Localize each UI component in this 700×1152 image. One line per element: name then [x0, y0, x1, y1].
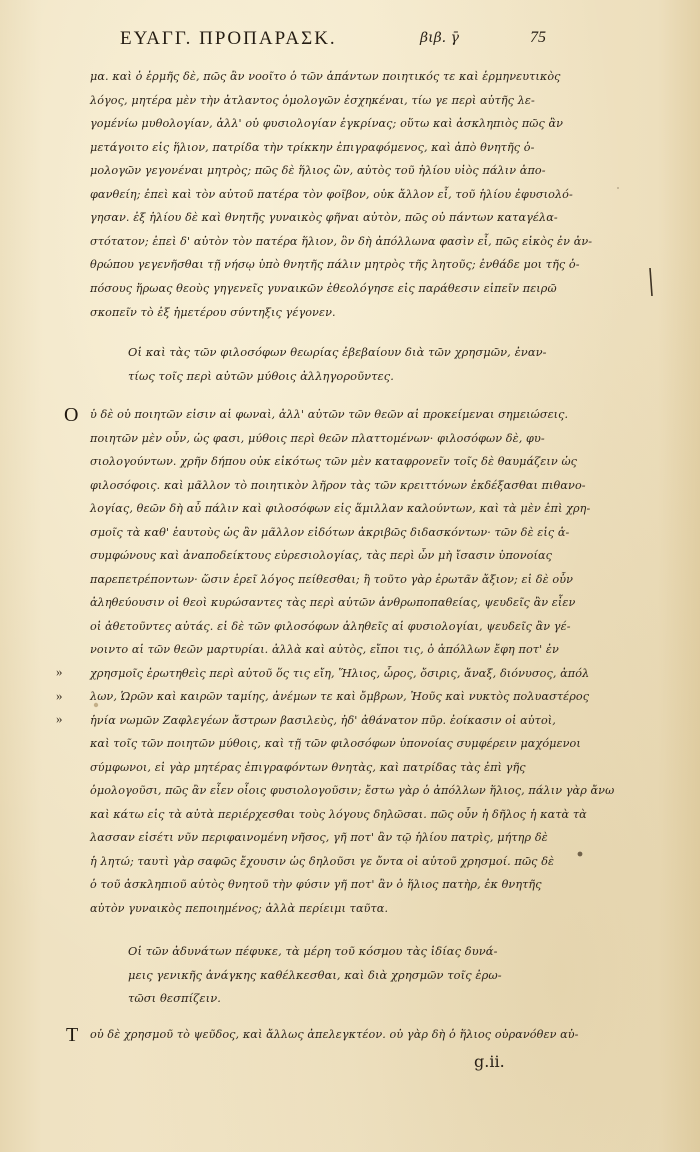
- foxing-spot: [94, 703, 98, 707]
- text-line: λων, Ὡρῶν καὶ καιρῶν ταμίης, ἀνέμων τε καὶ ὄμβρων, Ἠοῦς καὶ νυκτὸς πολυαστέρος: [90, 690, 590, 703]
- text-line: ὁ τοῦ ἀσκληπιοῦ αὐτὸς θνητοῦ τὴν φύσιν γῆ ποτ' ἂν ὁ ἥλιος πατὴρ, ἐκ θνητῆς: [90, 878, 542, 891]
- text-line: οὐ δὲ χρησμοῦ τὸ ψεῦδος, καὶ ἄλλως ἀπελεγκτέον. οὐ γὰρ δὴ ὁ ἥλιος οὐρανόθεν αὐ-: [90, 1028, 579, 1041]
- text-line: γομένίω μυθολογίαν, ἀλλ' οὐ φυσιολογίαν ἐγκρίνας; οὕτω καὶ ἀσκληπιὸς πῶς ἂν: [90, 117, 564, 130]
- text-line: μολογῶν γεγονέναι μητρὸς; πῶς δὲ ἥλιος ὢν, αὐτὸς τοῦ ἡλίου υἱὸς πάλιν ἀπο-: [90, 164, 546, 177]
- book-number: βιβ. γ̄: [420, 30, 459, 46]
- text-line: ὁμολογοῦσι, πῶς ἂν εἶεν οἷοις φυσιολογοῦσιν; ἔστω γὰρ ὁ ἀπόλλων ἥλιος, πάλιν γὰρ ἄνω: [90, 784, 615, 797]
- text-line: ὐ δὲ οὐ ποιητῶν εἰσιν αἱ φωναὶ, ἀλλ' αὐτῶν τῶν θεῶν αἱ προκείμεναι σημειώσεις.: [90, 408, 569, 421]
- text-line: λασσαν εἰσέτι νῦν περιφαινομένη νῆσος, γῆ ποτ' ἂν τῷ ἡλίου πατρὶς, μήτηρ δὲ: [90, 831, 548, 844]
- text-line: στότατον; ἐπεὶ δ' αὐτὸν τὸν πατέρα ἥλιον, ὃν δὴ ἀπόλλωνα φασὶν εἶ, πῶς εἰκὸς ἐν ἀν-: [90, 235, 593, 248]
- quotation-mark: »: [56, 688, 63, 703]
- text-line: οἱ ἀθετοῦντες αὐτάς. εἰ δὲ τῶν φιλοσόφων ἀληθεῖς αἱ φυσιολογίαι, ψευδεῖς ἂν γέ-: [90, 620, 571, 633]
- text-line: νοιντο αἱ τῶν θεῶν μαρτυρίαι. ἀλλὰ καὶ αὐτὸς, εἴποι τις, ὁ ἀπόλλων ἔφη ποτ' ἐν: [90, 643, 559, 656]
- page-number: 75: [530, 29, 546, 46]
- margin-stroke: [650, 268, 652, 296]
- text-line: παρεπετρέποντων· ὥσιν ἐρεῖ λόγος πείθεσθαι; ἢ τοῦτο γὰρ ἐρωτᾶν ἄξιον; εἰ δὲ οὖν: [90, 573, 574, 586]
- text-line: σκοπεῖν τὸ ἐξ ἡμετέρου σύντηξις γέγονεν.: [90, 306, 336, 319]
- text-line: ποιητῶν μὲν οὖν, ὡς φασι, μύθοις περὶ θεῶν πλαττομένων· φιλοσόφων δὲ, φυ-: [90, 432, 545, 445]
- text-line: μα. καὶ ὁ ἑρμῆς δὲ, πῶς ἂν νοοῖτο ὁ τῶν ἁπάντων ποιητικός τε καὶ ἑρμηνευτικὸς: [90, 70, 561, 83]
- running-title: ΕΥΑΓΓ. ΠΡΟΠΑΡΑΣΚ.: [120, 28, 337, 49]
- running-head: [0, 28, 700, 58]
- section-heading-line: τῶσι θεσπίζειν.: [128, 991, 221, 1005]
- text-line: ἡνία νωμῶν Ζαφλεγέων ἄστρων βασιλεὺς, ἠδ' ἀθάνατον πῦρ. ἐοίκασιν οἱ αὐτοὶ,: [90, 714, 556, 727]
- text-line: ἀληθεύουσιν οἱ θεοὶ κυρώσαντες τὰς περὶ αὐτῶν ἀνθρωποπαθείας, ψευδεῖς ἂν εἶεν: [90, 596, 576, 609]
- initial-letter: Ο: [64, 404, 79, 426]
- text-line: καὶ τοῖς τῶν ποιητῶν μύθοις, καὶ τῇ τῶν φιλοσόφων ὑπονοίας συμφέρειν μαχόμενοι: [90, 737, 581, 750]
- text-line: χρησμοῖς ἐρωτηθεὶς περὶ αὐτοῦ ὅς τις εἴη, Ἥλιος, ὧρος, ὄσιρις, ἄναξ, διόνυσος, ἀπόλ: [90, 667, 590, 680]
- ink-speck: [617, 187, 619, 189]
- signature-mark: g.ii.: [474, 1052, 505, 1071]
- text-line: θρώπου γεγενῆσθαι τῇ νήσῳ ὑπὸ θνητῆς πάλιν μητρὸς τῆς λητοῦς; ἐνθάδε μοι τῆς ὁ-: [90, 258, 580, 271]
- text-line: σμοῖς τὰ καθ' ἑαυτοὺς ὡς ἂν μᾶλλον εἰδότων ἀκριβῶς διδασκόντων· τῶν δὲ εἰς ἀ-: [90, 526, 570, 539]
- section-heading-line: Οἱ καὶ τὰς τῶν φιλοσόφων θεωρίας ἐβεβαίουν διὰ τῶν χρησμῶν, ἐναν-: [128, 345, 547, 359]
- text-line: καὶ κάτω εἰς τὰ αὐτὰ περιέρχεσθαι τοὺς λόγους δηλῶσαι. πῶς οὖν ἡ δῆλος ἡ κατὰ τὰ: [90, 808, 587, 821]
- text-line: γησαν. ἐξ ἡλίου δὲ καὶ θνητῆς γυναικὸς φῆναι αὐτὸν, πῶς οὐ πάντων καταγέλα-: [90, 211, 558, 224]
- text-line: σύμφωνοι, εἰ γὰρ μητέρας ἐπιγραφόντων θνητὰς, καὶ πατρίδας τὰς ἐπὶ γῆς: [90, 761, 526, 774]
- initial-letter: Τ: [66, 1024, 79, 1046]
- text-line: λογίας, θεῶν δὴ αὖ πάλιν καὶ φιλοσόφων εἰς ἅμιλλαν καλούντων, καὶ τὰ μὲν ἐπὶ χρη-: [90, 502, 591, 515]
- quotation-mark: »: [56, 664, 63, 679]
- text-line: σιολογούντων. χρῆν δήπου οὐκ εἰκότως τῶν μὲν καταφρονεῖν τοῖς δὲ θαυμάζειν ὡς: [90, 455, 578, 468]
- quotation-mark: »: [56, 711, 63, 726]
- section-heading-line: Οἱ τῶν ἀδυνάτων πέφυκε, τὰ μέρη τοῦ κόσμου τὰς ἰδίας δυνά-: [128, 944, 498, 958]
- text-line: φιλοσόφοις. καὶ μᾶλλον τὸ ποιητικὸν λῆρον τὰς τῶν κρειττόνων ἐκδέξασθαι πιθανο-: [90, 479, 586, 492]
- text-line: μετάγοιτο εἰς ἥλιον, πατρίδα τὴν τρίκκην ἐπιγραφόμενος, καὶ ἀπὸ θνητῆς ὁ-: [90, 141, 535, 154]
- text-line: λόγος, μητέρα μὲν τὴν ἀτλαντος ὁμολογῶν ἐσχηκέναι, τίω γε περὶ αὐτῆς λε-: [90, 94, 535, 107]
- text-line: πόσους ἥρωας θεοὺς γηγενεῖς γυναικῶν ἐθεολόγησε εἰς παράθεσιν εἰπεῖν πειρῶ: [90, 282, 557, 295]
- text-line: φανθείη; ἐπεὶ καὶ τὸν αὐτοῦ πατέρα τὸν φοῖβον, οὐκ ἄλλον εἶ, τοῦ ἡλίου ἐφυσιολό-: [90, 188, 573, 201]
- text-line: αὐτὸν γυναικὸς πεποιημένος; ἀλλὰ περίειμι ταῦτα.: [90, 902, 389, 915]
- section-heading-line: τίως τοῖς περὶ αὐτῶν μύθοις ἀλληγοροῦντες.: [128, 369, 394, 383]
- text-line: ἡ λητώ; ταυτὶ γὰρ σαφῶς ἔχουσιν ὡς δηλοῦσι γε ὄντα οἱ αὐτοῦ χρησμοί. πῶς δὲ: [90, 855, 555, 868]
- section-heading-line: μεις γενικῆς ἀνάγκης καθέλκεσθαι, καὶ διὰ χρησμῶν τοῖς ἐρω-: [128, 968, 502, 982]
- text-line: συμφώνους καὶ ἀναποδείκτους εὑρεσιολογίας, τὰς περὶ ὧν μὴ ἴσασιν ὑπονοίας: [90, 549, 552, 562]
- ink-speck: [578, 852, 583, 857]
